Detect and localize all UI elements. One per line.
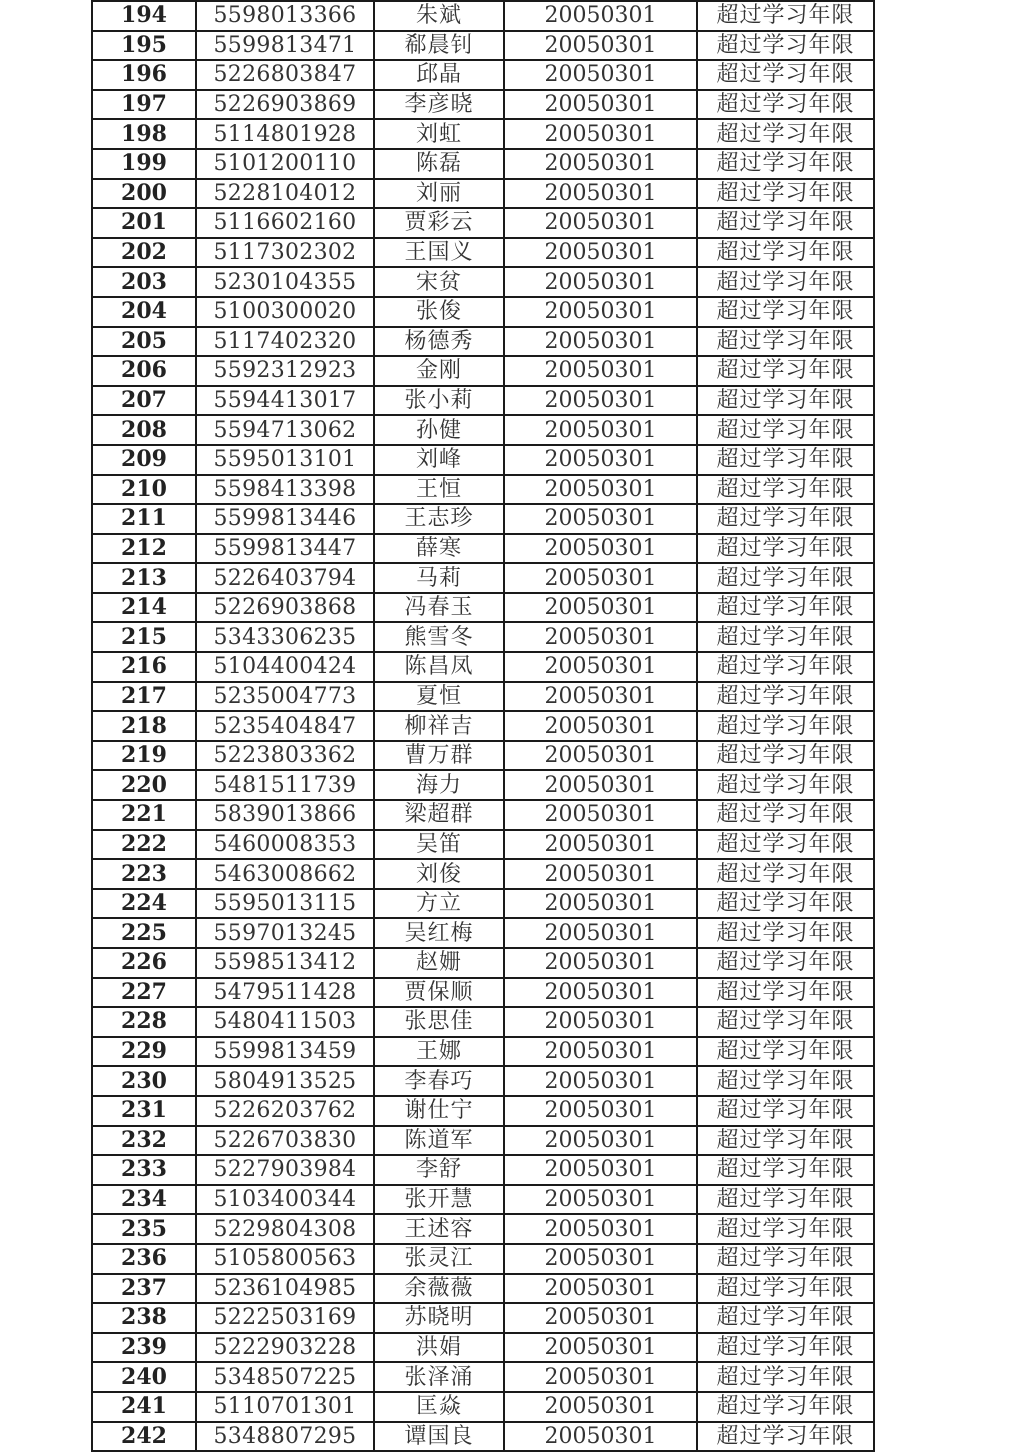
status-cell: 超过学习年限 [697, 90, 874, 120]
table-row [92, 1185, 874, 1215]
student-id-cell: 5597013245 [196, 918, 374, 948]
table-row [92, 208, 874, 238]
student-id-cell: 5348807295 [196, 1422, 374, 1452]
student-name-cell: 贾保顺 [374, 978, 504, 1008]
student-name-cell: 贾彩云 [374, 208, 504, 238]
row-number-cell: 194 [92, 1, 196, 31]
student-name-cell: 梁超群 [374, 800, 504, 830]
row-number-cell: 202 [92, 238, 196, 268]
student-id-cell: 5114801928 [196, 119, 374, 149]
table-row [92, 830, 874, 860]
row-number-cell: 212 [92, 534, 196, 564]
table-row [92, 800, 874, 830]
date-cell: 20050301 [504, 800, 697, 830]
table-row [92, 1422, 874, 1452]
date-cell: 20050301 [504, 593, 697, 623]
student-name-cell: 杨德秀 [374, 327, 504, 357]
date-cell: 20050301 [504, 1, 697, 31]
date-cell: 20050301 [504, 622, 697, 652]
row-number-cell: 198 [92, 119, 196, 149]
student-name-cell: 陈道军 [374, 1126, 504, 1156]
table-row [92, 948, 874, 978]
student-name-cell: 王国义 [374, 238, 504, 268]
student-name-cell: 曹万群 [374, 741, 504, 771]
table-row [92, 445, 874, 475]
student-name-cell: 张俊 [374, 297, 504, 327]
row-number-cell: 225 [92, 918, 196, 948]
status-cell: 超过学习年限 [697, 830, 874, 860]
row-number-cell: 221 [92, 800, 196, 830]
student-id-cell: 5595013115 [196, 889, 374, 919]
student-name-cell: 朱斌 [374, 1, 504, 31]
status-cell: 超过学习年限 [697, 918, 874, 948]
student-name-cell: 刘俊 [374, 859, 504, 889]
date-cell: 20050301 [504, 238, 697, 268]
row-number-cell: 237 [92, 1274, 196, 1304]
student-id-cell: 5348507225 [196, 1362, 374, 1392]
student-id-cell: 5226803847 [196, 60, 374, 90]
status-cell: 超过学习年限 [697, 356, 874, 386]
student-id-cell: 5598413398 [196, 475, 374, 505]
row-number-cell: 233 [92, 1155, 196, 1185]
date-cell: 20050301 [504, 889, 697, 919]
date-cell: 20050301 [504, 415, 697, 445]
student-id-cell: 5116602160 [196, 208, 374, 238]
student-id-cell: 5592312923 [196, 356, 374, 386]
row-number-cell: 206 [92, 356, 196, 386]
row-number-cell: 229 [92, 1037, 196, 1067]
table-row [92, 297, 874, 327]
student-id-cell: 5479511428 [196, 978, 374, 1008]
row-number-cell: 211 [92, 504, 196, 534]
student-id-cell: 5104400424 [196, 652, 374, 682]
row-number-cell: 224 [92, 889, 196, 919]
status-cell: 超过学习年限 [697, 1155, 874, 1185]
table-row [92, 593, 874, 623]
student-id-cell: 5598513412 [196, 948, 374, 978]
status-cell: 超过学习年限 [697, 327, 874, 357]
date-cell: 20050301 [504, 60, 697, 90]
row-number-cell: 204 [92, 297, 196, 327]
date-cell: 20050301 [504, 563, 697, 593]
status-cell: 超过学习年限 [697, 800, 874, 830]
student-id-cell: 5595013101 [196, 445, 374, 475]
date-cell: 20050301 [504, 534, 697, 564]
table-row [92, 267, 874, 297]
date-cell: 20050301 [504, 1274, 697, 1304]
row-number-cell: 238 [92, 1303, 196, 1333]
status-cell: 超过学习年限 [697, 948, 874, 978]
table-row [92, 90, 874, 120]
student-id-cell: 5480411503 [196, 1007, 374, 1037]
date-cell: 20050301 [504, 149, 697, 179]
table-row [92, 1126, 874, 1156]
student-id-cell: 5229804308 [196, 1214, 374, 1244]
table-row [92, 1155, 874, 1185]
student-id-cell: 5839013866 [196, 800, 374, 830]
student-name-cell: 吴笛 [374, 830, 504, 860]
row-number-cell: 205 [92, 327, 196, 357]
table-row [92, 31, 874, 61]
table-row [92, 1, 874, 31]
student-id-cell: 5101200110 [196, 149, 374, 179]
date-cell: 20050301 [504, 1007, 697, 1037]
date-cell: 20050301 [504, 978, 697, 1008]
status-cell: 超过学习年限 [697, 1096, 874, 1126]
status-cell: 超过学习年限 [697, 859, 874, 889]
row-number-cell: 203 [92, 267, 196, 297]
status-cell: 超过学习年限 [697, 119, 874, 149]
student-name-cell: 王述容 [374, 1214, 504, 1244]
date-cell: 20050301 [504, 1126, 697, 1156]
student-name-cell: 王恒 [374, 475, 504, 505]
table-row [92, 770, 874, 800]
table-row [92, 1392, 874, 1422]
student-id-cell: 5599813447 [196, 534, 374, 564]
student-name-cell: 吴红梅 [374, 918, 504, 948]
table-row [92, 1333, 874, 1363]
table-row [92, 1303, 874, 1333]
table-row [92, 682, 874, 712]
student-id-cell: 5594713062 [196, 415, 374, 445]
table-row [92, 60, 874, 90]
status-cell: 超过学习年限 [697, 31, 874, 61]
table-row [92, 238, 874, 268]
student-name-cell: 熊雪冬 [374, 622, 504, 652]
student-id-cell: 5228104012 [196, 179, 374, 209]
table-row [92, 149, 874, 179]
table-row [92, 711, 874, 741]
date-cell: 20050301 [504, 1096, 697, 1126]
student-name-cell: 洪娟 [374, 1333, 504, 1363]
student-name-cell: 张小莉 [374, 386, 504, 416]
date-cell: 20050301 [504, 1155, 697, 1185]
status-cell: 超过学习年限 [697, 1007, 874, 1037]
row-number-cell: 219 [92, 741, 196, 771]
row-number-cell: 196 [92, 60, 196, 90]
date-cell: 20050301 [504, 179, 697, 209]
student-id-cell: 5460008353 [196, 830, 374, 860]
row-number-cell: 208 [92, 415, 196, 445]
status-cell: 超过学习年限 [697, 179, 874, 209]
table-row [92, 504, 874, 534]
row-number-cell: 242 [92, 1422, 196, 1452]
row-number-cell: 213 [92, 563, 196, 593]
status-cell: 超过学习年限 [697, 1333, 874, 1363]
student-name-cell: 李舒 [374, 1155, 504, 1185]
student-name-cell: 张灵江 [374, 1244, 504, 1274]
status-cell: 超过学习年限 [697, 1185, 874, 1215]
student-id-cell: 5103400344 [196, 1185, 374, 1215]
row-number-cell: 234 [92, 1185, 196, 1215]
status-cell: 超过学习年限 [697, 741, 874, 771]
row-number-cell: 216 [92, 652, 196, 682]
row-number-cell: 199 [92, 149, 196, 179]
status-cell: 超过学习年限 [697, 1, 874, 31]
date-cell: 20050301 [504, 918, 697, 948]
table-row [92, 859, 874, 889]
status-cell: 超过学习年限 [697, 1037, 874, 1067]
status-cell: 超过学习年限 [697, 652, 874, 682]
student-id-cell: 5226903869 [196, 90, 374, 120]
date-cell: 20050301 [504, 948, 697, 978]
status-cell: 超过学习年限 [697, 593, 874, 623]
row-number-cell: 200 [92, 179, 196, 209]
status-cell: 超过学习年限 [697, 504, 874, 534]
table-row [92, 652, 874, 682]
date-cell: 20050301 [504, 711, 697, 741]
table-row [92, 1244, 874, 1274]
status-cell: 超过学习年限 [697, 1214, 874, 1244]
student-name-cell: 谢仕宁 [374, 1096, 504, 1126]
student-name-cell: 苏晓明 [374, 1303, 504, 1333]
date-cell: 20050301 [504, 31, 697, 61]
student-name-cell: 谭国良 [374, 1422, 504, 1452]
student-name-cell: 匡焱 [374, 1392, 504, 1422]
row-number-cell: 227 [92, 978, 196, 1008]
table-row [92, 918, 874, 948]
student-id-cell: 5230104355 [196, 267, 374, 297]
student-name-cell: 孙健 [374, 415, 504, 445]
row-number-cell: 210 [92, 475, 196, 505]
date-cell: 20050301 [504, 1362, 697, 1392]
status-cell: 超过学习年限 [697, 60, 874, 90]
student-name-cell: 赵姗 [374, 948, 504, 978]
date-cell: 20050301 [504, 475, 697, 505]
student-id-cell: 5481511739 [196, 770, 374, 800]
student-id-cell: 5598013366 [196, 1, 374, 31]
row-number-cell: 197 [92, 90, 196, 120]
row-number-cell: 220 [92, 770, 196, 800]
table-row [92, 475, 874, 505]
status-cell: 超过学习年限 [697, 386, 874, 416]
status-cell: 超过学习年限 [697, 415, 874, 445]
date-cell: 20050301 [504, 119, 697, 149]
student-name-cell: 邱晶 [374, 60, 504, 90]
date-cell: 20050301 [504, 327, 697, 357]
table-row [92, 1037, 874, 1067]
date-cell: 20050301 [504, 1037, 697, 1067]
student-name-cell: 宋贫 [374, 267, 504, 297]
student-id-cell: 5223803362 [196, 741, 374, 771]
date-cell: 20050301 [504, 267, 697, 297]
student-name-cell: 陈昌凤 [374, 652, 504, 682]
student-name-cell: 冯春玉 [374, 593, 504, 623]
student-id-cell: 5594413017 [196, 386, 374, 416]
row-number-cell: 240 [92, 1362, 196, 1392]
date-cell: 20050301 [504, 682, 697, 712]
student-id-cell: 5227903984 [196, 1155, 374, 1185]
status-cell: 超过学习年限 [697, 238, 874, 268]
status-cell: 超过学习年限 [697, 889, 874, 919]
status-cell: 超过学习年限 [697, 297, 874, 327]
student-name-cell: 刘虹 [374, 119, 504, 149]
student-id-cell: 5117302302 [196, 238, 374, 268]
row-number-cell: 217 [92, 682, 196, 712]
status-cell: 超过学习年限 [697, 1392, 874, 1422]
status-cell: 超过学习年限 [697, 1303, 874, 1333]
table-body [92, 1, 874, 1451]
student-name-cell: 海力 [374, 770, 504, 800]
status-cell: 超过学习年限 [697, 622, 874, 652]
student-id-cell: 5343306235 [196, 622, 374, 652]
date-cell: 20050301 [504, 356, 697, 386]
table-row [92, 179, 874, 209]
status-cell: 超过学习年限 [697, 563, 874, 593]
student-table [91, 0, 875, 1452]
student-name-cell: 王志珍 [374, 504, 504, 534]
table-row [92, 1096, 874, 1126]
table-row [92, 119, 874, 149]
student-name-cell: 柳祥吉 [374, 711, 504, 741]
table-row [92, 889, 874, 919]
status-cell: 超过学习年限 [697, 682, 874, 712]
status-cell: 超过学习年限 [697, 1126, 874, 1156]
date-cell: 20050301 [504, 1422, 697, 1452]
row-number-cell: 241 [92, 1392, 196, 1422]
student-name-cell: 张开慧 [374, 1185, 504, 1215]
table-row [92, 1214, 874, 1244]
row-number-cell: 215 [92, 622, 196, 652]
table-row [92, 1274, 874, 1304]
date-cell: 20050301 [504, 1214, 697, 1244]
table-row [92, 386, 874, 416]
student-name-cell: 李彦晓 [374, 90, 504, 120]
student-id-cell: 5599813446 [196, 504, 374, 534]
status-cell: 超过学习年限 [697, 475, 874, 505]
date-cell: 20050301 [504, 1392, 697, 1422]
table-row [92, 1066, 874, 1096]
row-number-cell: 235 [92, 1214, 196, 1244]
table-row [92, 741, 874, 771]
date-cell: 20050301 [504, 1303, 697, 1333]
student-name-cell: 金刚 [374, 356, 504, 386]
table-row [92, 978, 874, 1008]
student-id-cell: 5117402320 [196, 327, 374, 357]
date-cell: 20050301 [504, 208, 697, 238]
row-number-cell: 230 [92, 1066, 196, 1096]
row-number-cell: 222 [92, 830, 196, 860]
row-number-cell: 226 [92, 948, 196, 978]
status-cell: 超过学习年限 [697, 445, 874, 475]
student-id-cell: 5226903868 [196, 593, 374, 623]
table-row [92, 534, 874, 564]
status-cell: 超过学习年限 [697, 1066, 874, 1096]
status-cell: 超过学习年限 [697, 534, 874, 564]
student-id-cell: 5236104985 [196, 1274, 374, 1304]
status-cell: 超过学习年限 [697, 978, 874, 1008]
student-name-cell: 方立 [374, 889, 504, 919]
row-number-cell: 223 [92, 859, 196, 889]
row-number-cell: 236 [92, 1244, 196, 1274]
row-number-cell: 218 [92, 711, 196, 741]
student-name-cell: 刘丽 [374, 179, 504, 209]
date-cell: 20050301 [504, 1333, 697, 1363]
status-cell: 超过学习年限 [697, 1274, 874, 1304]
date-cell: 20050301 [504, 297, 697, 327]
student-name-cell: 夏恒 [374, 682, 504, 712]
row-number-cell: 201 [92, 208, 196, 238]
student-name-cell: 刘峰 [374, 445, 504, 475]
student-name-cell: 张泽涌 [374, 1362, 504, 1392]
status-cell: 超过学习年限 [697, 208, 874, 238]
row-number-cell: 232 [92, 1126, 196, 1156]
status-cell: 超过学习年限 [697, 149, 874, 179]
row-number-cell: 214 [92, 593, 196, 623]
date-cell: 20050301 [504, 652, 697, 682]
student-name-cell: 张思佳 [374, 1007, 504, 1037]
student-id-cell: 5463008662 [196, 859, 374, 889]
date-cell: 20050301 [504, 741, 697, 771]
student-name-cell: 余薇薇 [374, 1274, 504, 1304]
date-cell: 20050301 [504, 770, 697, 800]
row-number-cell: 239 [92, 1333, 196, 1363]
student-id-cell: 5235004773 [196, 682, 374, 712]
student-id-cell: 5235404847 [196, 711, 374, 741]
status-cell: 超过学习年限 [697, 1422, 874, 1452]
row-number-cell: 195 [92, 31, 196, 61]
student-name-cell: 陈磊 [374, 149, 504, 179]
row-number-cell: 231 [92, 1096, 196, 1126]
student-id-cell: 5110701301 [196, 1392, 374, 1422]
student-id-cell: 5804913525 [196, 1066, 374, 1096]
student-id-cell: 5226703830 [196, 1126, 374, 1156]
student-id-cell: 5599813459 [196, 1037, 374, 1067]
student-name-cell: 薛寒 [374, 534, 504, 564]
table-row [92, 622, 874, 652]
date-cell: 20050301 [504, 504, 697, 534]
status-cell: 超过学习年限 [697, 711, 874, 741]
date-cell: 20050301 [504, 445, 697, 475]
student-id-cell: 5222903228 [196, 1333, 374, 1363]
student-id-cell: 5100300020 [196, 297, 374, 327]
date-cell: 20050301 [504, 1066, 697, 1096]
table-row [92, 1362, 874, 1392]
status-cell: 超过学习年限 [697, 1244, 874, 1274]
student-id-cell: 5222503169 [196, 1303, 374, 1333]
student-id-cell: 5226203762 [196, 1096, 374, 1126]
table-row [92, 563, 874, 593]
student-id-cell: 5226403794 [196, 563, 374, 593]
date-cell: 20050301 [504, 859, 697, 889]
date-cell: 20050301 [504, 830, 697, 860]
status-cell: 超过学习年限 [697, 770, 874, 800]
row-number-cell: 228 [92, 1007, 196, 1037]
status-cell: 超过学习年限 [697, 267, 874, 297]
table-row [92, 415, 874, 445]
student-name-cell: 王娜 [374, 1037, 504, 1067]
row-number-cell: 207 [92, 386, 196, 416]
student-name-cell: 李春巧 [374, 1066, 504, 1096]
date-cell: 20050301 [504, 90, 697, 120]
table-row [92, 1007, 874, 1037]
date-cell: 20050301 [504, 1185, 697, 1215]
row-number-cell: 209 [92, 445, 196, 475]
student-id-cell: 5599813471 [196, 31, 374, 61]
table-row [92, 356, 874, 386]
date-cell: 20050301 [504, 1244, 697, 1274]
date-cell: 20050301 [504, 386, 697, 416]
student-id-cell: 5105800563 [196, 1244, 374, 1274]
student-name-cell: 郗晨钊 [374, 31, 504, 61]
table-row [92, 327, 874, 357]
student-name-cell: 马莉 [374, 563, 504, 593]
status-cell: 超过学习年限 [697, 1362, 874, 1392]
